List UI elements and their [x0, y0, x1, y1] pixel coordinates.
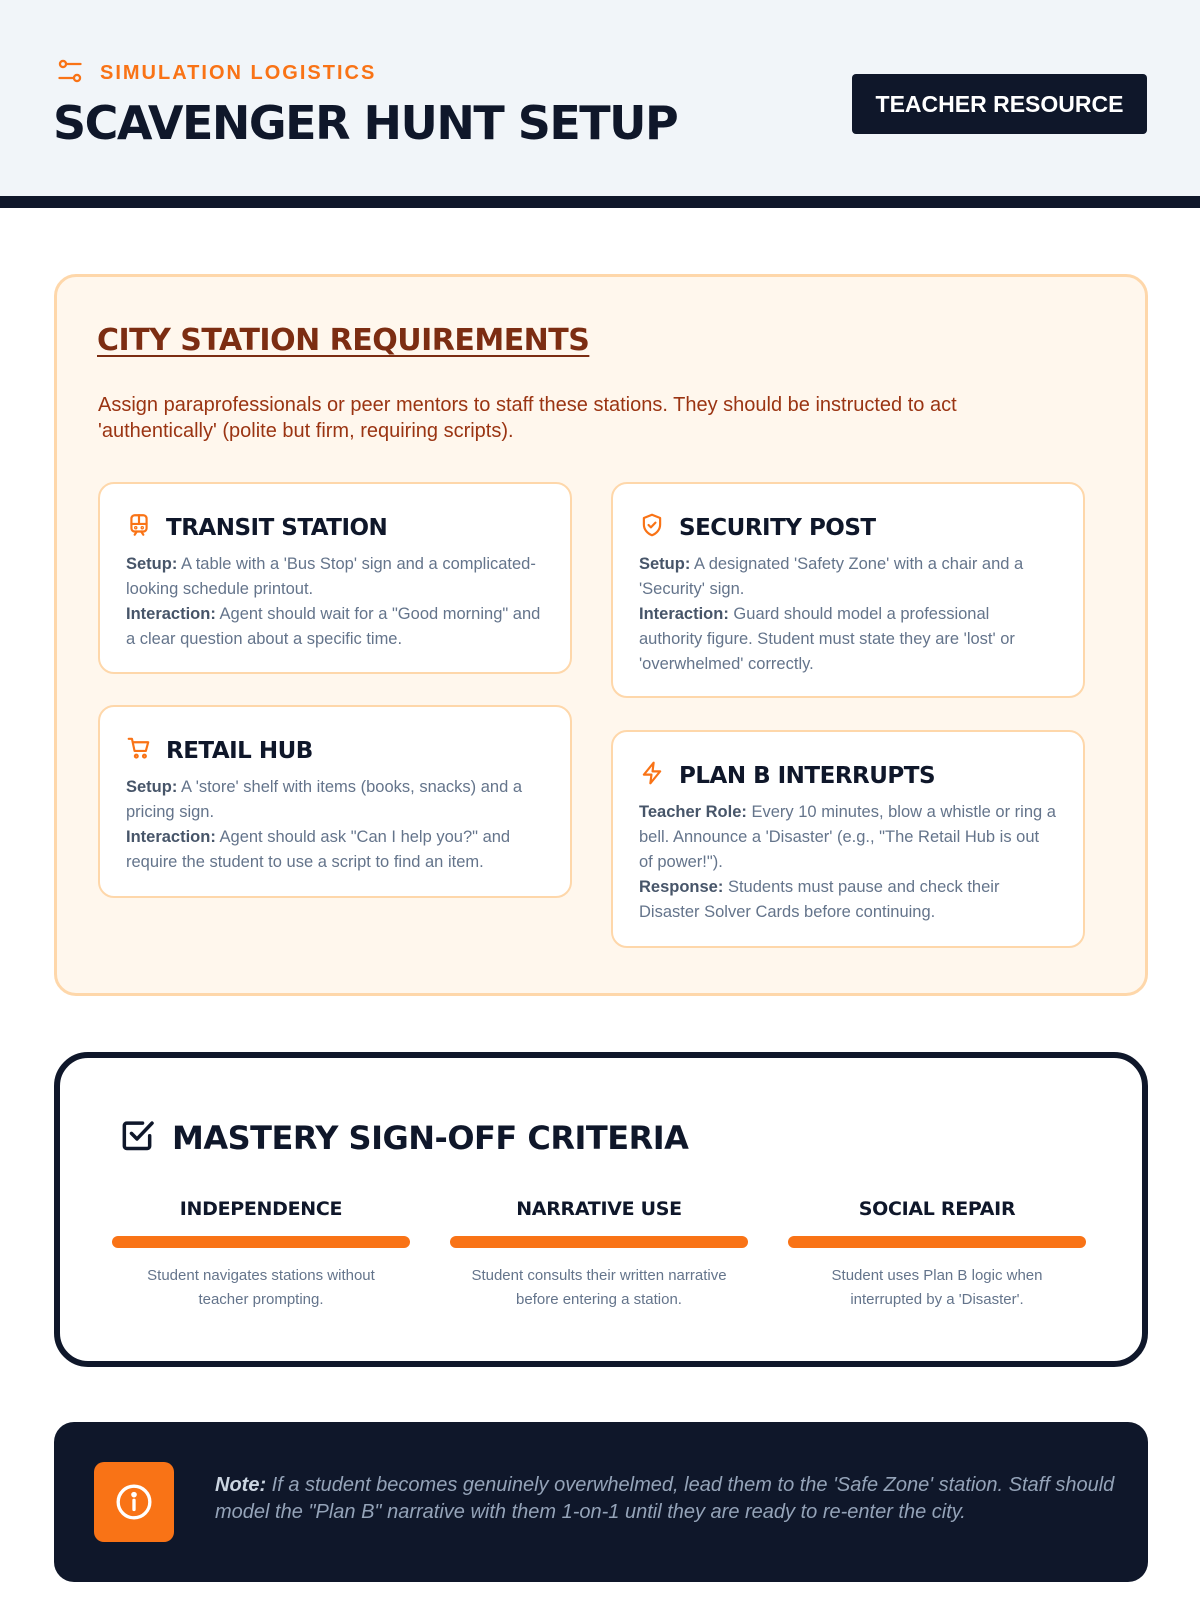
- criterion-social-repair: [788, 1198, 1086, 1312]
- card-teacher-role: Teacher Role: Every 10 minutes, blow a whistle or ring a bell. Announce a 'Disaster' (e.g., "The Retail Hub is out of power!").: [639, 803, 1056, 871]
- train-icon: [126, 512, 152, 543]
- eyebrow-label: SIMULATION LOGISTICS: [100, 62, 377, 84]
- card-title: SECURITY POST: [679, 514, 876, 541]
- card-response: Response: Students must pause and check their Disaster Solver Cards before continuing.: [639, 878, 1000, 921]
- criterion-independence: [112, 1198, 410, 1312]
- station-card-security: [611, 482, 1085, 698]
- page-header: [0, 0, 1200, 208]
- sliders-icon: [56, 57, 84, 90]
- criterion-description: Student consults their written narrative before entering a station.: [471, 1267, 727, 1308]
- criterion-label: NARRATIVE USE: [516, 1198, 682, 1220]
- station-card-retail: [98, 705, 572, 898]
- section-intro: Assign paraprofessionals or peer mentors to staff these stations. They should be instructed to act 'authentically' (polite but firm, requiring scripts).: [98, 394, 957, 442]
- station-card-plan-b: [611, 730, 1085, 948]
- card-interaction: Interaction: Agent should ask "Can I help you?" and require the student to use a script to find an item.: [126, 828, 511, 871]
- card-title: PLAN B INTERRUPTS: [679, 762, 936, 789]
- card-setup: Setup: A table with a 'Bus Stop' sign and a complicated-looking schedule printout.: [126, 555, 536, 598]
- card-interaction: Interaction: Guard should model a professional authority figure. Student must state they are 'lost' or 'overwhelmed' correctly.: [639, 605, 1015, 673]
- page-title: SCAVENGER HUNT SETUP: [53, 96, 678, 150]
- shopping-cart-icon: [126, 735, 152, 766]
- note-text: Note: If a student becomes genuinely overwhelmed, lead them to the 'Safe Zone' station. Staff should model the "Plan B" narrative with them 1-on-1 until they are ready to re-enter the city.: [215, 1474, 1115, 1523]
- mastery-title: MASTERY SIGN-OFF CRITERIA: [172, 1118, 689, 1157]
- station-card-transit: [98, 482, 572, 674]
- teacher-resource-badge: TEACHER RESOURCE: [852, 74, 1147, 134]
- eyebrow: [56, 57, 376, 90]
- card-interaction: Interaction: Agent should wait for a "Good morning" and a clear question about a specific time.: [126, 605, 541, 648]
- card-title: RETAIL HUB: [166, 737, 313, 764]
- criterion-label: SOCIAL REPAIR: [858, 1198, 1016, 1220]
- criterion-narrative-use: [450, 1198, 748, 1312]
- criterion-bar: [788, 1236, 1086, 1248]
- shield-check-icon: [639, 512, 665, 543]
- checkbox-icon: [118, 1116, 156, 1159]
- city-station-section: [54, 274, 1148, 996]
- criterion-bar: [112, 1236, 410, 1248]
- lightning-icon: [639, 760, 665, 791]
- card-title: TRANSIT STATION: [166, 514, 388, 541]
- mastery-section: [54, 1052, 1148, 1367]
- note-banner: [54, 1422, 1148, 1582]
- criterion-label: INDEPENDENCE: [179, 1198, 343, 1220]
- criterion-description: Student navigates stations without teacher prompting.: [147, 1267, 375, 1308]
- card-setup: Setup: A 'store' shelf with items (books, snacks) and a pricing sign.: [126, 778, 523, 821]
- criterion-description: Student uses Plan B logic when interrupted by a 'Disaster'.: [831, 1267, 1043, 1308]
- section-title: CITY STATION REQUIREMENTS: [97, 323, 590, 358]
- criterion-bar: [450, 1236, 748, 1248]
- card-setup: Setup: A designated 'Safety Zone' with a chair and a 'Security' sign.: [639, 555, 1024, 598]
- info-icon: [94, 1462, 174, 1542]
